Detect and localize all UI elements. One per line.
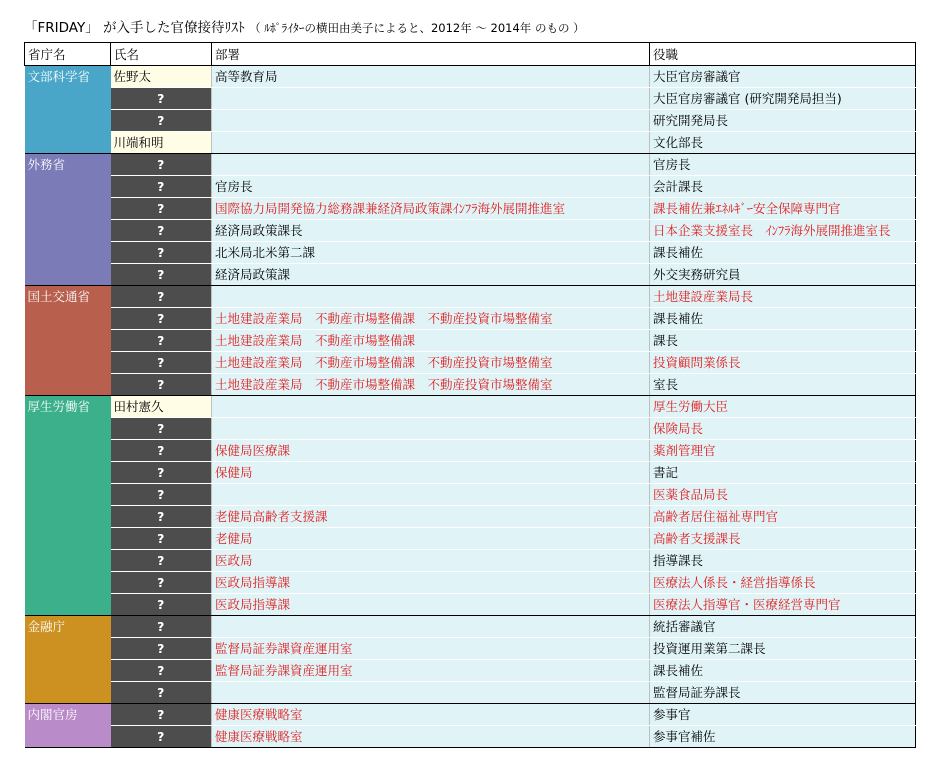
table-row [25,330,916,352]
department-cell [212,110,650,132]
department-cell [212,418,650,440]
unknown-name-cell: ? [111,220,212,242]
department-cell: 土地建設産業局 不動産市場整備課 不動産投資市場整備室 [212,374,650,396]
table-row [25,374,916,396]
table-row [25,484,916,506]
unknown-name-cell: ? [111,352,212,374]
unknown-name-cell: ? [111,176,212,198]
department-cell: 老健局高齢者支援課 [212,506,650,528]
unknown-name-cell: ? [111,88,212,110]
department-cell: 土地建設産業局 不動産市場整備課 [212,330,650,352]
department-cell [212,132,650,154]
department-cell: 経済局政策課 [212,264,650,286]
department-cell: 監督局証券課資産運用室 [212,660,650,682]
unknown-name-cell: ? [111,594,212,616]
unknown-name-cell: ? [111,726,212,748]
role-cell: 大臣官房審議官 (研究開発局担当) [650,88,916,110]
role-cell: 文化部長 [650,132,916,154]
table-row [25,66,916,88]
role-cell: 会計課長 [650,176,916,198]
unknown-name-cell: ? [111,418,212,440]
unknown-name-cell: ? [111,330,212,352]
name-cell: 川端和明 [111,132,212,154]
role-cell: 課長補佐 [650,242,916,264]
table-row [25,154,916,176]
ministry-cell: 厚生労働省 [25,396,111,616]
header-name: 氏名 [111,43,212,66]
role-cell: 投資運用業第二課長 [650,638,916,660]
role-cell: 課長 [650,330,916,352]
table-row [25,528,916,550]
ministry-cell: 国土交通省 [25,286,111,396]
title-subtitle: （ ﾙﾎﾟﾗｲﾀｰの横田由美子によると、2012年 ～ 2014年 のもの ） [249,21,585,35]
department-cell: 官房長 [212,176,650,198]
department-cell: 国際協力局開発協力総務課兼経済局政策課ｲﾝﾌﾗ海外展開推進室 [212,198,650,220]
table-row [25,462,916,484]
table-row [25,396,916,418]
role-cell: 外交実務研究員 [650,264,916,286]
unknown-name-cell: ? [111,660,212,682]
department-cell [212,682,650,704]
ministry-cell: 文部科学省 [25,66,111,154]
table-row [25,550,916,572]
table-row [25,220,916,242]
name-cell: 佐野太 [111,66,212,88]
role-cell: 厚生労働大臣 [650,396,916,418]
table-header-row [25,43,916,66]
table-row [25,638,916,660]
table-row [25,110,916,132]
table-row [25,132,916,154]
header-ministry: 省庁名 [25,43,111,66]
unknown-name-cell: ? [111,506,212,528]
department-cell [212,88,650,110]
role-cell: 監督局証券課長 [650,682,916,704]
unknown-name-cell: ? [111,110,212,132]
department-cell: 保健局 [212,462,650,484]
role-cell: 保険局長 [650,418,916,440]
table-row [25,242,916,264]
department-cell: 医政局 [212,550,650,572]
unknown-name-cell: ? [111,704,212,726]
department-cell: 土地建設産業局 不動産市場整備課 不動産投資市場整備室 [212,308,650,330]
department-cell: 土地建設産業局 不動産市場整備課 不動産投資市場整備室 [212,352,650,374]
table-row [25,440,916,462]
role-cell: 医療法人係長・経営指導係長 [650,572,916,594]
role-cell: 指導課長 [650,550,916,572]
department-cell: 健康医療戦略室 [212,704,650,726]
unknown-name-cell: ? [111,484,212,506]
department-cell [212,286,650,308]
table-row [25,704,916,726]
role-cell: 日本企業支援室長 ｲﾝﾌﾗ海外展開推進室長 [650,220,916,242]
unknown-name-cell: ? [111,616,212,638]
role-cell: 参事官 [650,704,916,726]
title-main: 「FRIDAY」 が入手した官僚接待ﾘｽﾄ [24,20,245,36]
unknown-name-cell: ? [111,638,212,660]
department-cell: 医政局指導課 [212,594,650,616]
department-cell: 監督局証券課資産運用室 [212,638,650,660]
unknown-name-cell: ? [111,550,212,572]
department-cell: 保健局医療課 [212,440,650,462]
unknown-name-cell: ? [111,440,212,462]
department-cell [212,616,650,638]
department-cell [212,484,650,506]
ministry-cell: 金融庁 [25,616,111,704]
table-row [25,594,916,616]
table-body [25,66,916,748]
name-cell: 田村憲久 [111,396,212,418]
unknown-name-cell: ? [111,264,212,286]
role-cell: 課長補佐 [650,308,916,330]
role-cell: 薬剤管理官 [650,440,916,462]
table-row [25,660,916,682]
page-title [24,18,585,38]
department-cell: 医政局指導課 [212,572,650,594]
role-cell: 統括審議官 [650,616,916,638]
role-cell: 土地建設産業局長 [650,286,916,308]
table-row [25,176,916,198]
department-cell: 老健局 [212,528,650,550]
department-cell: 健康医療戦略室 [212,726,650,748]
role-cell: 高齢者居住福祉専門官 [650,506,916,528]
header-role: 役職 [650,43,916,66]
unknown-name-cell: ? [111,198,212,220]
department-cell: 北米局北米第二課 [212,242,650,264]
role-cell: 室長 [650,374,916,396]
ministry-cell: 外務省 [25,154,111,286]
unknown-name-cell: ? [111,682,212,704]
department-cell: 経済局政策課長 [212,220,650,242]
role-cell: 医療法人指導官・医療経営専門官 [650,594,916,616]
unknown-name-cell: ? [111,528,212,550]
table-row [25,286,916,308]
official-list-table [24,42,916,748]
table-row [25,616,916,638]
unknown-name-cell: ? [111,286,212,308]
table-row [25,726,916,748]
header-department: 部署 [212,43,650,66]
department-cell: 高等教育局 [212,66,650,88]
table-row [25,198,916,220]
role-cell: 官房長 [650,154,916,176]
table-row [25,88,916,110]
table-row [25,352,916,374]
unknown-name-cell: ? [111,462,212,484]
role-cell: 高齢者支援課長 [650,528,916,550]
table-row [25,308,916,330]
unknown-name-cell: ? [111,242,212,264]
unknown-name-cell: ? [111,374,212,396]
role-cell: 大臣官房審議官 [650,66,916,88]
role-cell: 研究開発局長 [650,110,916,132]
department-cell [212,154,650,176]
role-cell: 医薬食品局長 [650,484,916,506]
unknown-name-cell: ? [111,572,212,594]
role-cell: 参事官補佐 [650,726,916,748]
role-cell: 投資顧問業係長 [650,352,916,374]
table-row [25,264,916,286]
table-row [25,418,916,440]
table-row [25,506,916,528]
unknown-name-cell: ? [111,308,212,330]
ministry-cell: 内閣官房 [25,704,111,748]
role-cell: 課長補佐兼ｴﾈﾙｷﾞｰ安全保障専門官 [650,198,916,220]
role-cell: 書記 [650,462,916,484]
table-row [25,572,916,594]
table-row [25,682,916,704]
department-cell [212,396,650,418]
unknown-name-cell: ? [111,154,212,176]
role-cell: 課長補佐 [650,660,916,682]
